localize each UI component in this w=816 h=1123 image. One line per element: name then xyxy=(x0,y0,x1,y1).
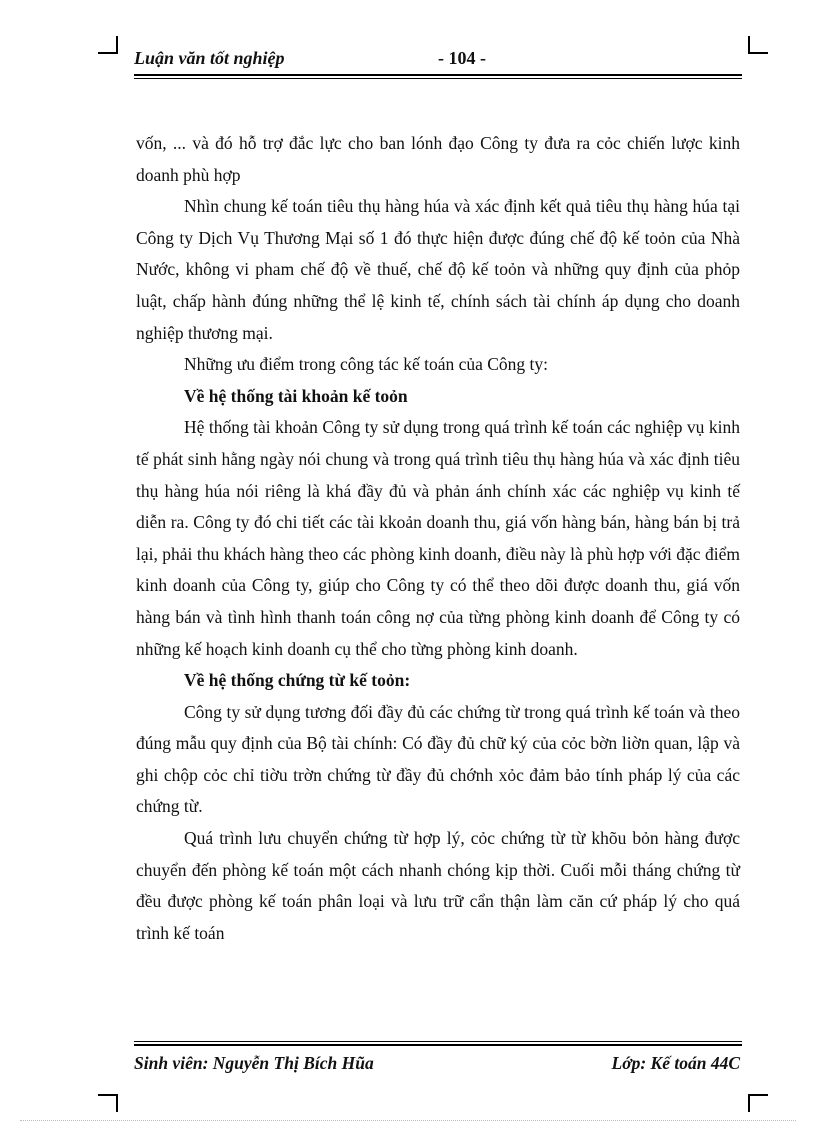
paragraph-voucher-flow: Quá trình lưu chuyển chứng từ hợp lý, cỏc chứng từ từ khõu bỏn hàng được chuyển đến phòng kế toán một cách nhanh chóng kịp thời. Cuối mỗi tháng chứng từ đều được phòng kế toán phân loại và lưu trữ cẩn thận làm căn cứ pháp lý cho quá trình kế toán xyxy=(136,828,740,943)
footer-class: Lớp: Kế toán 44C xyxy=(611,1053,740,1073)
header-title: Luận văn tốt nghiệp xyxy=(134,48,285,68)
corner-mark xyxy=(98,52,118,54)
page-edge xyxy=(20,1120,796,1121)
paragraph-summary: Nhìn chung kế toán tiêu thụ hàng húa và xác định kết quả tiêu thụ hàng húa tại Công ty Dịch Vụ Thương Mại số 1 đó thực hiện được đúng chế độ kế toỏn của Nhà Nước, không vi pham chế độ về thuế, chế độ kế toỏn và những quy định của phỏp luật, chấp hành đúng những thể lệ kinh tế, chính sách tài chính áp dụng cho doanh nghiệp thương mại. xyxy=(136,196,740,343)
paragraph-continuation: vốn, ... và đó hỗ trợ đắc lực cho ban lónh đạo Công ty đưa ra cỏc chiến lược kinh doanh phù hợp xyxy=(136,133,740,185)
paragraph-advantages-intro: Những ưu điểm trong công tác kế toán của Công ty: xyxy=(184,354,549,375)
section-heading-vouchers: Về hệ thống chứng từ kế toỏn: xyxy=(184,670,411,691)
footer-student: Sinh viên: Nguyễn Thị Bích Hũa xyxy=(134,1053,374,1073)
page-header xyxy=(134,48,742,72)
section-heading-accounts: Về hệ thống tài khoản kế toỏn xyxy=(184,385,408,406)
document-body xyxy=(136,128,740,949)
paragraph-accounts: Hệ thống tài khoản Công ty sử dụng trong quá trình kế toán các nghiệp vụ kinh tế phát sinh hằng ngày nói chung và trong quá trình tiêu thụ hàng húa và xác định tiêu thụ hàng húa nói riêng là khá đầy đủ và phản ánh chính xác các nghiệp vụ kinh tế diễn ra. Công ty đó chi tiết các tài kkoản doanh thu, giá vốn hàng bán, hàng bán bị trả lại, phải thu khách hàng theo các phòng kinh doanh, điều này là phù hợp với đặc điểm kinh doanh của Công ty, giúp cho Công ty có thể theo dõi được doanh thu, giá vốn hàng bán và tình hình thanh toán công nợ của từng phòng kinh doanh để Công ty có những kế hoạch kinh doanh cụ thể cho từng phòng kinh doanh. xyxy=(136,417,740,659)
paragraph-vouchers: Công ty sử dụng tương đối đầy đủ các chứng từ trong quá trình kế toán và theo đúng mẫu quy định của Bộ tài chính: Có đầy đủ chữ ký của cỏc bờn liờn quan, lập và ghi chộp cỏc chỉ tiờu trờn chứng từ đầy đủ chớnh xỏc đảm bảo tính pháp lý của các chứng từ. xyxy=(136,701,740,817)
page-number: - 104 - xyxy=(438,48,486,68)
corner-mark xyxy=(748,52,768,54)
footer-divider xyxy=(134,1041,742,1046)
corner-mark xyxy=(98,1094,118,1096)
corner-mark xyxy=(748,1094,750,1112)
header-divider xyxy=(134,74,742,79)
corner-mark xyxy=(748,1094,768,1096)
page-footer xyxy=(134,1053,742,1077)
corner-mark xyxy=(116,1094,118,1112)
